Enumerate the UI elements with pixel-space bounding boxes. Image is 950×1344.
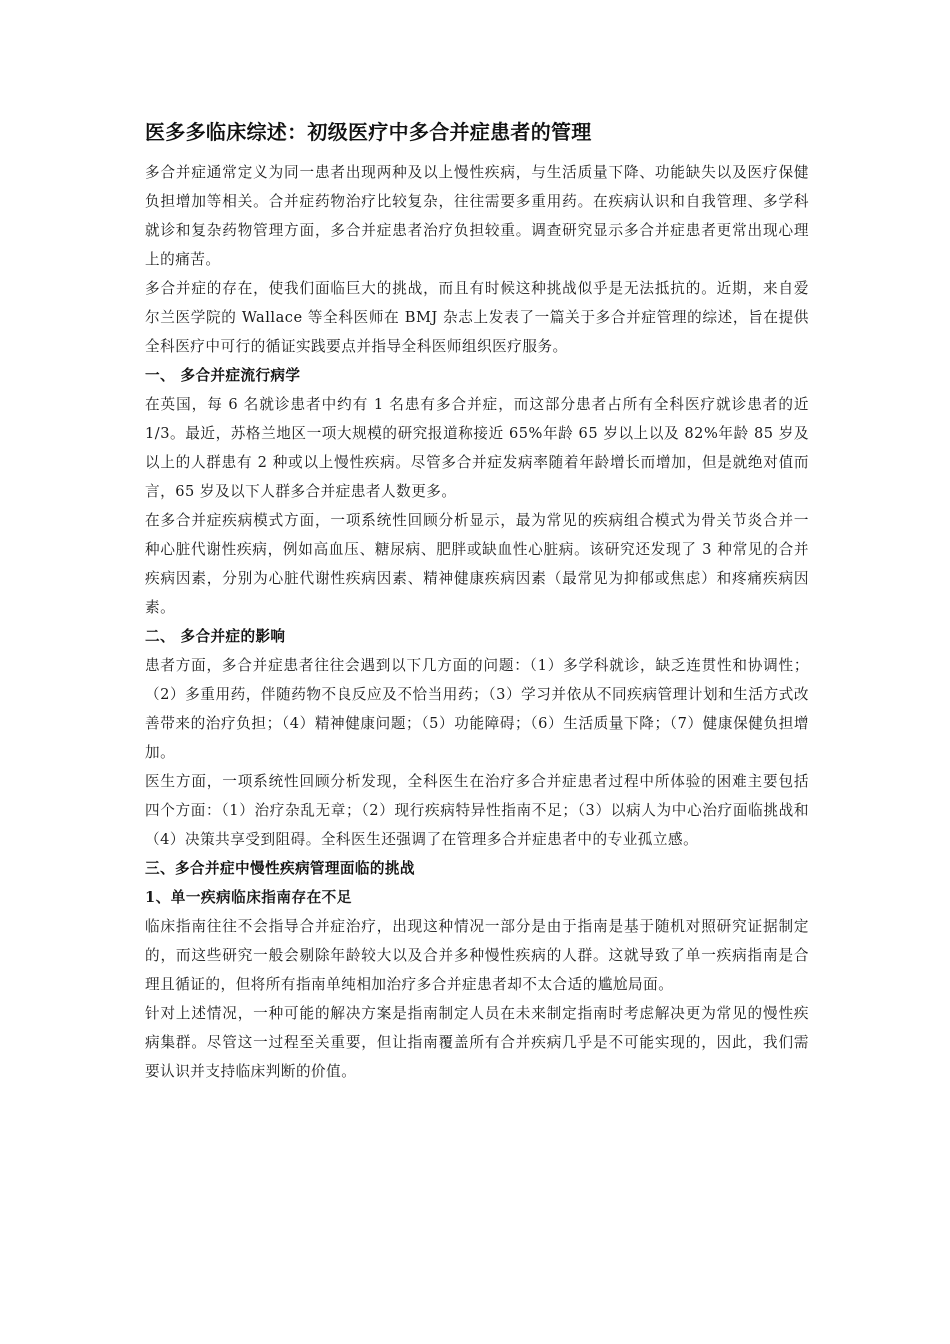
paragraph-uk-prevalence: 在英国，每 6 名就诊患者中约有 1 名患有多合并症，而这部分患者占所有全科医疗就诊患者的近 1/3。最近，苏格兰地区一项大规模的研究报道称接近 65%年龄 65 岁以上以及 82%年龄 85 岁及以上的人群患有 2 种或以上慢性疾病。尽管多合并症发病率随着年龄增长而增加，但是就绝对值而言，65 岁及以下人群多合并症患者人数更多。 bbox=[145, 396, 809, 500]
paragraph-definition: 多合并症通常定义为同一患者出现两种及以上慢性疾病，与生活质量下降、功能缺失以及医疗保健负担增加等相关。合并症药物治疗比较复杂，往往需要多重用药。在疾病认识和自我管理、多学科就诊和复杂药物管理方面，多合并症患者治疗负担较重。调查研究显示多合并症患者更常出现心理上的痛苦。 bbox=[145, 164, 809, 268]
subsection-heading-guidelines: 1、单一疾病临床指南存在不足 bbox=[145, 889, 352, 906]
document-page bbox=[145, 118, 809, 1086]
paragraph-guideline-limits: 临床指南往往不会指导合并症治疗，出现这种情况一部分是由于指南是基于随机对照研究证据制定的，而这些研究一般会剔除年龄较大以及合并多种慢性疾病的人群。这就导致了单一疾病指南是合理且循证的，但将所有指南单纯相加治疗多合并症患者却不太合适的尴尬局面。 bbox=[145, 918, 809, 993]
paragraph-challenge: 多合并症的存在，使我们面临巨大的挑战，而且有时候这种挑战似乎是无法抵抗的。近期，来自爱尔兰医学院的 Wallace 等全科医师在 BMJ 杂志上发表了一篇关于多合并症管理的综述，旨在提供全科医疗中可行的循证实践要点并指导全科医师组织医疗服务。 bbox=[145, 280, 809, 355]
document-title: 医多多临床综述：初级医疗中多合并症患者的管理 bbox=[145, 120, 592, 144]
section-heading-epidemiology: 一、 多合并症流行病学 bbox=[145, 367, 301, 384]
paragraph-patient-impact: 患者方面，多合并症患者往往会遇到以下几方面的问题：（1）多学科就诊，缺乏连贯性和协调性；（2）多重用药，伴随药物不良反应及不恰当用药；（3）学习并依从不同疾病管理计划和生活方式改善带来的治疗负担；（4）精神健康问题；（5）功能障碍；（6）生活质量下降；（7）健康保健负担增加。 bbox=[145, 657, 809, 761]
section-heading-impact: 二、 多合并症的影响 bbox=[145, 628, 286, 645]
paragraph-disease-patterns: 在多合并症疾病模式方面，一项系统性回顾分析显示，最为常见的疾病组合模式为骨关节炎合并一种心脏代谢性疾病，例如高血压、糖尿病、肥胖或缺血性心脏病。该研究还发现了 3 种常见的合并疾病因素，分别为心脏代谢性疾病因素、精神健康疾病因素（最常见为抑郁或焦虑）和疼痛疾病因素。 bbox=[145, 512, 809, 616]
paragraph-solution: 针对上述情况，一种可能的解决方案是指南制定人员在未来制定指南时考虑解决更为常见的慢性疾病集群。尽管这一过程至关重要，但让指南覆盖所有合并疾病几乎是不可能实现的，因此，我们需要认识并支持临床判断的价值。 bbox=[145, 1005, 809, 1080]
section-heading-challenges: 三、多合并症中慢性疾病管理面临的挑战 bbox=[145, 860, 415, 877]
paragraph-doctor-impact: 医生方面，一项系统性回顾分析发现，全科医生在治疗多合并症患者过程中所体验的困难主要包括四个方面：（1）治疗杂乱无章；（2）现行疾病特异性指南不足；（3）以病人为中心治疗面临挑战和（4）决策共享受到阻碍。全科医生还强调了在管理多合并症患者中的专业孤立感。 bbox=[145, 773, 809, 848]
